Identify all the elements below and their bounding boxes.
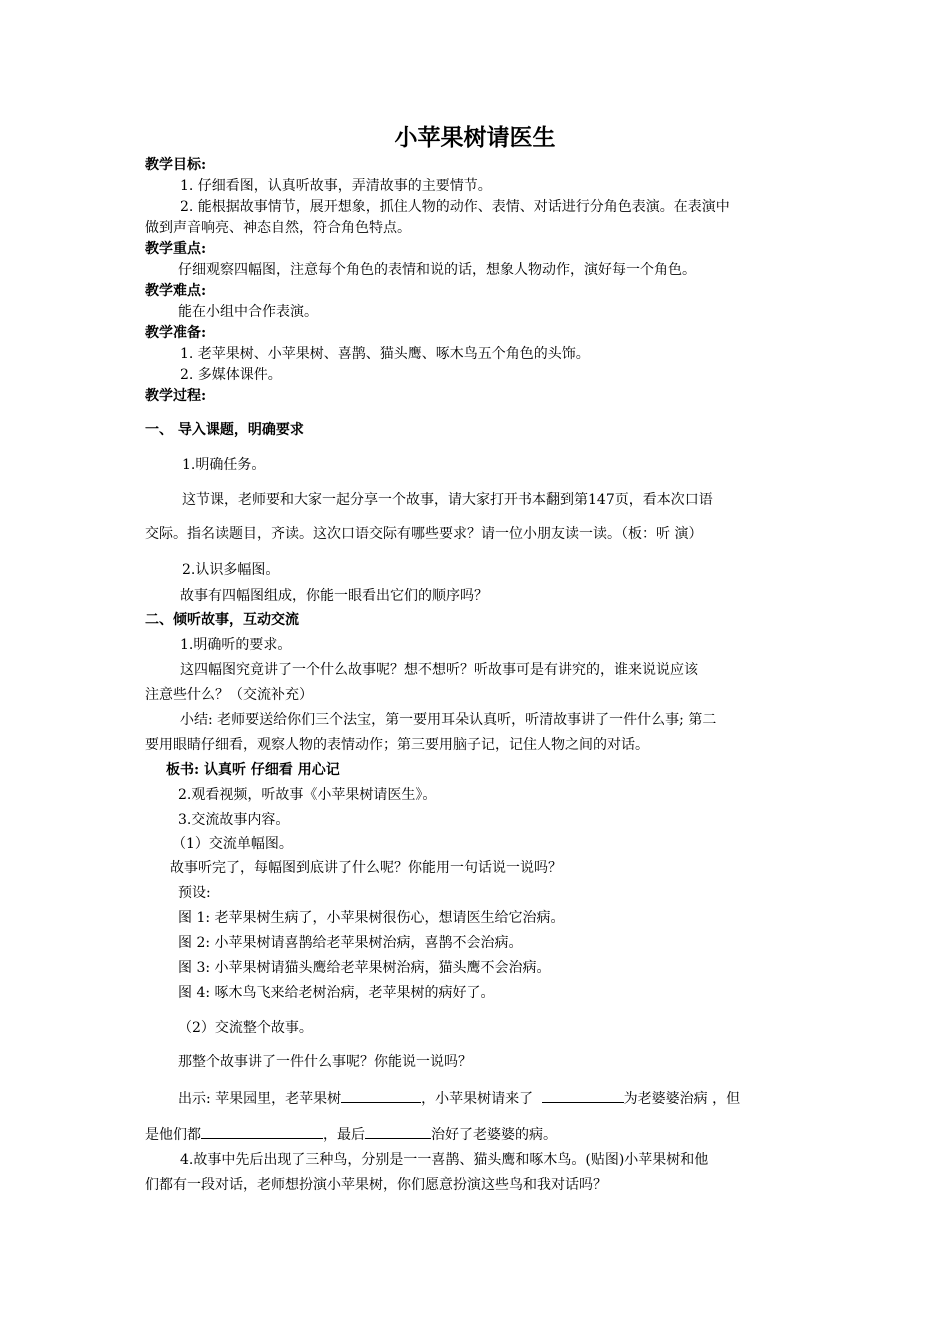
picture-2-text: 图 2: 小苹果树请喜鹊给老苹果树治病，喜鹊不会治病。	[178, 935, 523, 951]
section-1-question: 故事有四幅图组成，你能一眼看出它们的顺序吗？	[180, 588, 488, 604]
picture-1-text: 图 1: 老苹果树生病了，小苹果树很伤心，想请医生给它治病。	[178, 910, 565, 926]
fill-in-text-2: ，小苹果树请来了	[421, 1091, 538, 1107]
picture-3-text: 图 3: 小苹果树请猫头鹰给老苹果树治病，猫头鹰不会治病。	[178, 960, 551, 976]
process-heading: 教学过程:	[145, 388, 207, 404]
focus-heading: 教学重点:	[145, 241, 207, 257]
sub-step-1: （1）交流单幅图。	[172, 836, 293, 852]
section-2-step-4-line-2: 们都有一段对话，老师想扮演小苹果树，你们愿意扮演这些鸟和我对话吗？	[145, 1177, 607, 1193]
answer-blank-2[interactable]	[542, 1088, 624, 1103]
answer-blank-1[interactable]	[341, 1088, 421, 1103]
section-1-step-1: 1.明确任务。	[182, 457, 266, 473]
fill-in-sentence-line-1	[178, 1088, 740, 1109]
difficulty-heading: 教学难点:	[145, 283, 207, 299]
section-2-step-4-line-1: 4.故事中先后出现了三种鸟，分别是一一喜鹊、猫头鹰和啄木鸟。(贴图)小苹果树和他	[180, 1152, 709, 1168]
fill-in-text-3: 为老婆婆治病 ，但	[623, 1091, 741, 1107]
objective-item-2-line-2: 做到声音响亮、神态自然，符合角色特点。	[145, 220, 411, 236]
section-2-heading: 二、倾听故事，互动交流	[145, 612, 299, 628]
preset-label: 预设:	[178, 885, 211, 901]
answer-blank-4[interactable]	[365, 1124, 431, 1139]
picture-4-text: 图 4: 啄木鸟飞来给老树治病，老苹果树的病好了。	[178, 985, 495, 1001]
board-writing: 板书: 认真听 仔细看 用心记	[166, 762, 340, 778]
fill-in-text-6: 治好了老婆婆的病。	[431, 1127, 557, 1143]
difficulty-text: 能在小组中合作表演。	[178, 304, 318, 320]
objective-item-1: 1. 仔细看图，认真听故事，弄清故事的主要情节。	[180, 178, 492, 194]
section-2-step-1: 1.明确听的要求。	[180, 637, 292, 653]
section-1-paragraph-line-2: 交际。指名读题目，齐读。这次口语交际有哪些要求？请一位小朋友读一读。（板：听 演）	[145, 526, 703, 542]
sub-step-1-question: 故事听完了，每幅图到底讲了什么呢？你能用一句话说一说吗？	[170, 860, 562, 876]
section-1-paragraph-line-1: 这节课，老师要和大家一起分享一个故事，请大家打开书本翻到第147页，看本次口语	[182, 492, 713, 508]
section-2-step-3: 3.交流故事内容。	[178, 812, 290, 828]
section-2-step-2: 2.观看视频，听故事《小苹果树请医生》。	[178, 787, 437, 803]
preparation-heading: 教学准备:	[145, 325, 207, 341]
summary-line-2: 要用眼睛仔细看，观察人物的表情动作；第三要用脑子记，记住人物之间的对话。	[145, 737, 649, 753]
summary-line-1: 小结: 老师要送给你们三个法宝，第一要用耳朵认真听，听清故事讲了一件什么事; 第二	[180, 712, 717, 728]
preparation-item-2: 2. 多媒体课件。	[180, 367, 282, 383]
page-title: 小苹果树请医生	[394, 125, 556, 151]
preparation-item-1: 1. 老苹果树、小苹果树、喜鹊、猫头鹰、啄木鸟五个角色的头饰。	[180, 346, 590, 362]
focus-text: 仔细观察四幅图，注意每个角色的表情和说的话，想象人物动作，演好每一个角色。	[178, 262, 696, 278]
fill-in-text-4: 是他们都	[145, 1127, 201, 1143]
sub-step-2: （2）交流整个故事。	[178, 1020, 313, 1036]
sub-step-2-question: 那整个故事讲了一件什么事呢？你能说一说吗？	[178, 1054, 472, 1070]
answer-blank-3[interactable]	[201, 1124, 323, 1139]
section-1-heading: 一、 导入课题，明确要求	[145, 422, 304, 438]
fill-in-sentence-line-2	[145, 1124, 557, 1145]
fill-in-text-5: ，最后	[323, 1127, 365, 1143]
section-2-paragraph-line-2: 注意些什么？（交流补充）	[145, 687, 313, 703]
section-2-paragraph-line-1: 这四幅图究竟讲了一个什么故事呢？想不想听？听故事可是有讲究的，谁来说说应该	[180, 662, 698, 678]
fill-in-text-1: 出示: 苹果园里，老苹果树	[178, 1091, 342, 1107]
objectives-heading: 教学目标:	[145, 157, 207, 173]
section-1-step-2: 2.认识多幅图。	[182, 562, 280, 578]
objective-item-2-line-1: 2. 能根据故事情节，展开想象，抓住人物的动作、表情、对话进行分角色表演。在表演中	[180, 199, 730, 215]
